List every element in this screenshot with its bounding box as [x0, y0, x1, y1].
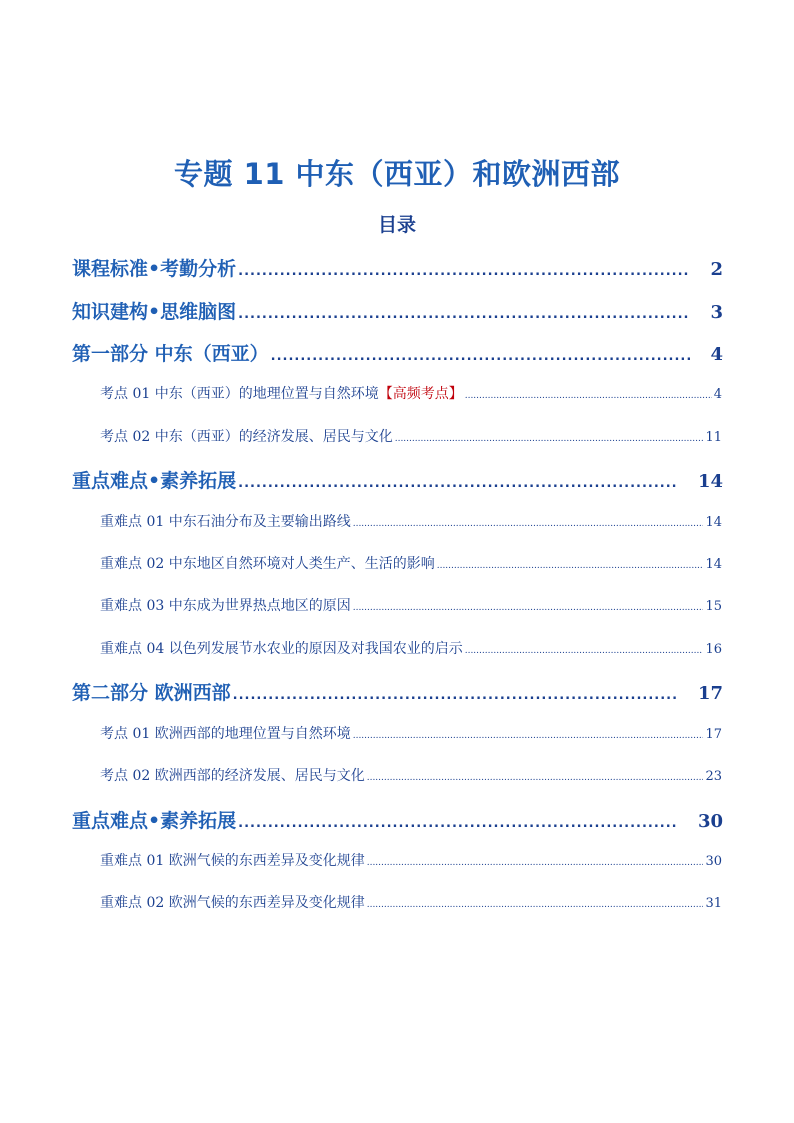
toc-entry-label: 知识建构•思维脑图 [72, 301, 237, 323]
toc-entry-label: 重点难点•素养拓展 [72, 470, 237, 492]
document-title: 专题 11 中东（西亚）和欧洲西部 [173, 157, 621, 191]
toc-entry-label: 考点 01 欧洲西部的地理位置与自然环境 [100, 726, 351, 742]
dot-leader [353, 603, 704, 613]
toc-subentry[interactable] [100, 765, 722, 785]
toc-entry-label: 重难点 01 中东石油分布及主要输出路线 [100, 514, 351, 530]
toc-entry[interactable] [72, 466, 723, 493]
toc-entry-label: 重难点 02 中东地区自然环境对人类生产、生活的影响 [100, 556, 435, 572]
toc-page-number: 4 [713, 387, 722, 402]
dot-leader [465, 391, 712, 401]
dot-leader [353, 519, 704, 529]
dot-leader [233, 688, 678, 703]
toc-entry-label: 重难点 03 中东成为世界热点地区的原因 [100, 598, 351, 614]
toc-subentry[interactable] [100, 553, 722, 573]
dot-leader [367, 900, 704, 910]
toc-page-number: 15 [705, 599, 722, 614]
toc-page-number: 14 [705, 515, 722, 530]
toc-entry[interactable] [72, 254, 723, 281]
dot-leader [271, 349, 691, 364]
toc-page-number: 3 [710, 302, 723, 323]
toc-entry[interactable] [72, 678, 723, 705]
toc-page-number: 30 [697, 811, 723, 832]
toc-entry-label: 重点难点•素养拓展 [72, 810, 237, 832]
toc-entry-label: 重难点 01 欧洲气候的东西差异及变化规律 [100, 853, 365, 869]
toc-entry-label: 重难点 02 欧洲气候的东西差异及变化规律 [100, 895, 365, 911]
toc-page-number: 23 [705, 769, 722, 784]
toc-page-number: 14 [705, 557, 722, 572]
toc-page-number: 17 [705, 727, 722, 742]
dot-leader [465, 646, 704, 656]
high-frequency-tag: 【高频考点】 [378, 386, 463, 402]
toc-entry-label: 课程标准•考勤分析 [72, 258, 237, 280]
dot-leader [238, 816, 678, 831]
dot-leader [238, 476, 678, 491]
toc-entry-label: 第二部分 欧洲西部 [72, 682, 231, 704]
toc-entry[interactable] [72, 297, 723, 324]
dot-leader [395, 434, 704, 444]
toc-heading: 目录 [377, 214, 416, 236]
toc-subentry[interactable] [100, 892, 722, 912]
toc-subentry[interactable] [100, 426, 722, 446]
dot-leader [367, 858, 704, 868]
toc-page-number: 31 [705, 896, 722, 911]
dot-leader [353, 731, 704, 741]
toc-page-number: 16 [705, 642, 722, 657]
toc-subentry[interactable] [100, 511, 722, 531]
toc-subentry[interactable] [100, 638, 722, 658]
toc-page-number: 2 [710, 259, 723, 280]
toc-entry[interactable] [72, 339, 723, 366]
toc-subentry[interactable] [100, 383, 722, 403]
toc-entry-label: 第一部分 中东（西亚） [72, 343, 269, 365]
toc-entry-label: 考点 02 欧洲西部的经济发展、居民与文化 [100, 768, 365, 784]
dot-leader [238, 307, 690, 322]
dot-leader [367, 773, 704, 783]
toc-subentry[interactable] [100, 723, 722, 743]
toc-subentry[interactable] [100, 850, 722, 870]
toc-subentry[interactable] [100, 595, 722, 615]
toc-entry[interactable] [72, 806, 723, 833]
toc-entry-label: 考点 02 中东（西亚）的经济发展、居民与文化 [100, 429, 393, 445]
toc-entry-label: 考点 01 中东（西亚）的地理位置与自然环境 [100, 386, 379, 402]
toc-entry-label: 重难点 04 以色列发展节水农业的原因及对我国农业的启示 [100, 641, 463, 657]
toc-page-number: 14 [697, 471, 723, 492]
toc-page-number: 4 [710, 344, 723, 365]
dot-leader [238, 264, 690, 279]
toc-page-number: 30 [705, 854, 722, 869]
toc-page-number: 11 [705, 430, 722, 445]
toc-page-number: 17 [697, 683, 723, 704]
dot-leader [437, 561, 704, 571]
